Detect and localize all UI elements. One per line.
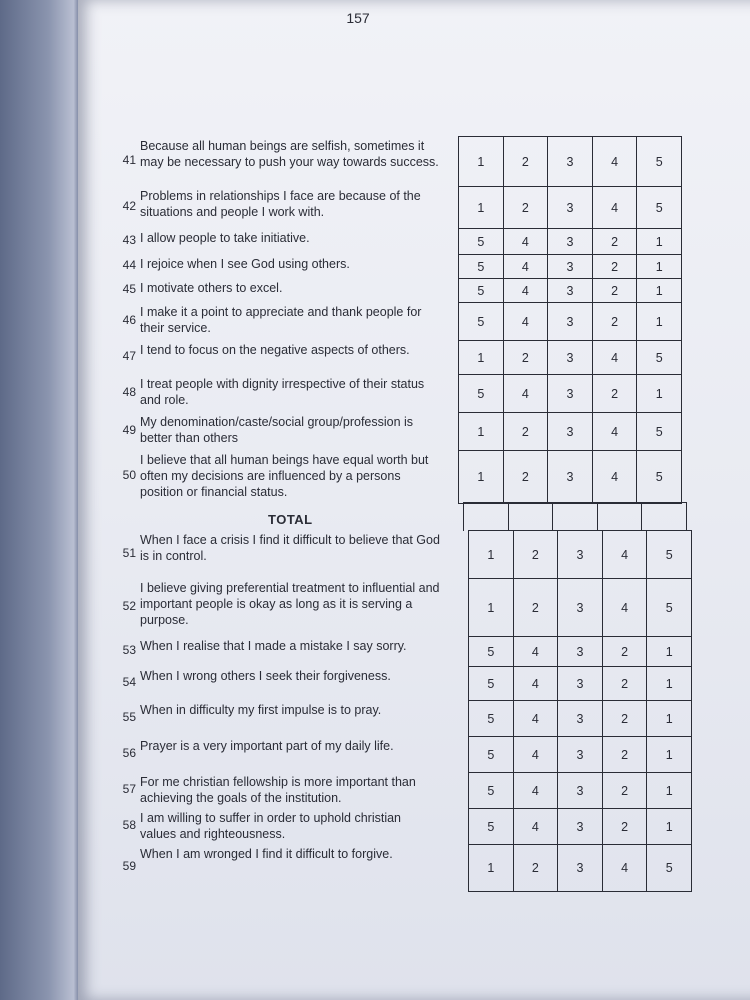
item-number: 51 bbox=[122, 546, 136, 560]
item-number: 42 bbox=[122, 199, 136, 213]
score-cell: 2 bbox=[514, 845, 559, 891]
score-cell: 2 bbox=[593, 303, 638, 341]
questionnaire-row bbox=[108, 772, 708, 808]
score-cell: 4 bbox=[514, 809, 559, 845]
questionnaire-row bbox=[108, 578, 708, 636]
score-cells bbox=[458, 302, 682, 341]
book-page bbox=[78, 0, 750, 1000]
score-cells bbox=[458, 450, 682, 504]
item-statement: When I realise that I made a mistake I say sorry. bbox=[140, 639, 407, 653]
score-cell: 5 bbox=[655, 201, 663, 215]
score-cell: 4 bbox=[504, 375, 549, 413]
item-statement: I am willing to suffer in order to uphold christian values and righteousness. bbox=[140, 811, 402, 841]
total-cell bbox=[642, 503, 686, 531]
score-cells bbox=[468, 636, 692, 667]
total-row bbox=[108, 502, 708, 530]
score-cell: 5 bbox=[469, 737, 514, 773]
score-cell: 1 bbox=[469, 845, 514, 891]
item-number: 53 bbox=[122, 643, 136, 657]
score-cell: 1 bbox=[665, 748, 673, 762]
score-cell: 1 bbox=[665, 645, 673, 659]
score-cell: 3 bbox=[548, 451, 593, 503]
item-number: 48 bbox=[122, 385, 136, 399]
score-cell: 1 bbox=[469, 579, 514, 637]
item-number: 52 bbox=[122, 599, 136, 613]
score-cell: 1 bbox=[655, 260, 663, 274]
score-cells bbox=[458, 374, 682, 413]
item-statement: Problems in relationships I face are because of the situations and people I work with. bbox=[140, 189, 421, 219]
score-cell: 1 bbox=[655, 315, 663, 329]
item-number: 59 bbox=[122, 859, 136, 873]
item-number: 44 bbox=[122, 258, 136, 272]
item-statement: For me christian fellowship is more important than achieving the goals of the institution. bbox=[140, 775, 416, 805]
questionnaire-row bbox=[108, 666, 708, 700]
item-statement: I allow people to take initiative. bbox=[140, 231, 310, 245]
score-cell: 1 bbox=[459, 187, 504, 229]
score-cell: 5 bbox=[469, 773, 514, 809]
score-cells bbox=[458, 412, 682, 451]
item-number: 47 bbox=[122, 349, 136, 363]
score-cells bbox=[468, 844, 692, 892]
questionnaire-row bbox=[108, 136, 708, 186]
item-statement: I make it a point to appreciate and thank people for their service. bbox=[140, 305, 422, 335]
item-statement: I motivate others to excel. bbox=[140, 281, 283, 295]
questionnaire-row bbox=[108, 736, 708, 772]
score-cells bbox=[458, 340, 682, 375]
item-statement: My denomination/caste/social group/profession is better than others bbox=[140, 415, 414, 445]
total-label: TOTAL bbox=[268, 512, 313, 527]
page-number: 157 bbox=[346, 10, 370, 26]
questionnaire-row bbox=[108, 186, 708, 228]
score-cell: 4 bbox=[603, 579, 648, 637]
questionnaire-row bbox=[108, 844, 708, 890]
score-cell: 5 bbox=[655, 470, 663, 484]
score-cell: 1 bbox=[665, 677, 673, 691]
score-cell: 5 bbox=[459, 279, 504, 303]
score-cell: 2 bbox=[504, 451, 549, 503]
score-cell: 3 bbox=[548, 187, 593, 229]
score-cell: 3 bbox=[548, 375, 593, 413]
item-number: 57 bbox=[122, 782, 136, 796]
score-cell: 4 bbox=[593, 341, 638, 375]
score-cell: 2 bbox=[603, 637, 648, 667]
item-number: 45 bbox=[122, 282, 136, 296]
score-cell: 1 bbox=[665, 712, 673, 726]
score-cells bbox=[468, 808, 692, 845]
score-cell: 4 bbox=[593, 187, 638, 229]
score-cell: 1 bbox=[459, 137, 504, 187]
item-number: 49 bbox=[122, 423, 136, 437]
score-cell: 5 bbox=[459, 303, 504, 341]
score-cell: 4 bbox=[504, 229, 549, 255]
score-cell: 2 bbox=[514, 579, 559, 637]
item-number: 55 bbox=[122, 710, 136, 724]
score-cell: 4 bbox=[593, 413, 638, 451]
score-cell: 3 bbox=[558, 701, 603, 737]
score-cell: 1 bbox=[469, 531, 514, 579]
score-cell: 5 bbox=[655, 425, 663, 439]
score-cell: 2 bbox=[504, 413, 549, 451]
questionnaire-row bbox=[108, 374, 708, 412]
score-cells bbox=[468, 736, 692, 773]
score-cells bbox=[458, 186, 682, 229]
item-statement: When in difficulty my first impulse is to pray. bbox=[140, 703, 382, 717]
score-cell: 2 bbox=[514, 531, 559, 579]
item-statement: When I wrong others I seek their forgiveness. bbox=[140, 669, 391, 683]
score-cell: 1 bbox=[665, 784, 673, 798]
questionnaire-row bbox=[108, 254, 708, 278]
score-cell: 1 bbox=[459, 413, 504, 451]
score-cell: 3 bbox=[548, 413, 593, 451]
score-cell: 5 bbox=[469, 809, 514, 845]
score-cell: 5 bbox=[665, 861, 673, 875]
score-cells bbox=[458, 136, 682, 187]
item-statement: I tend to focus on the negative aspects of others. bbox=[140, 343, 410, 357]
item-statement: Prayer is a very important part of my daily life. bbox=[140, 739, 394, 753]
score-cell: 3 bbox=[558, 809, 603, 845]
score-cell: 4 bbox=[504, 255, 549, 279]
questionnaire-row bbox=[108, 228, 708, 254]
score-cell: 3 bbox=[558, 773, 603, 809]
score-cells bbox=[468, 666, 692, 701]
item-number: 56 bbox=[122, 746, 136, 760]
item-number: 50 bbox=[122, 468, 136, 482]
score-cell: 2 bbox=[593, 255, 638, 279]
score-cell: 3 bbox=[558, 531, 603, 579]
questionnaire-row bbox=[108, 340, 708, 374]
score-cell: 4 bbox=[593, 137, 638, 187]
score-cell: 4 bbox=[603, 531, 648, 579]
score-cells bbox=[468, 530, 692, 579]
score-cell: 2 bbox=[603, 773, 648, 809]
item-statement: I rejoice when I see God using others. bbox=[140, 257, 350, 271]
score-cell: 3 bbox=[548, 303, 593, 341]
total-cell bbox=[553, 503, 598, 531]
score-cell: 1 bbox=[655, 284, 663, 298]
score-cell: 5 bbox=[459, 229, 504, 255]
score-cell: 2 bbox=[603, 809, 648, 845]
questionnaire-row bbox=[108, 450, 708, 502]
score-cell: 1 bbox=[665, 820, 673, 834]
item-statement: I treat people with dignity irrespective of their status and role. bbox=[140, 377, 425, 407]
total-cell bbox=[598, 503, 643, 531]
score-cell: 2 bbox=[603, 701, 648, 737]
score-cell: 5 bbox=[655, 351, 663, 365]
score-cells bbox=[458, 278, 682, 303]
score-cell: 4 bbox=[514, 773, 559, 809]
score-cell: 4 bbox=[504, 279, 549, 303]
questionnaire-row bbox=[108, 278, 708, 302]
score-cell: 3 bbox=[558, 845, 603, 891]
questionnaire-row bbox=[108, 530, 708, 578]
score-cell: 4 bbox=[593, 451, 638, 503]
score-cell: 4 bbox=[603, 845, 648, 891]
item-number: 46 bbox=[122, 313, 136, 327]
score-cell: 3 bbox=[558, 667, 603, 701]
score-cells bbox=[458, 254, 682, 279]
questionnaire-row bbox=[108, 302, 708, 340]
score-cell: 5 bbox=[469, 637, 514, 667]
score-cell: 3 bbox=[558, 579, 603, 637]
score-cell: 5 bbox=[665, 601, 673, 615]
item-number: 41 bbox=[122, 153, 136, 167]
item-statement: I believe giving preferential treatment to influential and important people is okay as long as it is serving a purpose. bbox=[140, 581, 440, 627]
total-cells bbox=[463, 502, 687, 531]
item-number: 43 bbox=[122, 233, 136, 247]
facing-page-edge bbox=[0, 0, 80, 1000]
total-cell bbox=[464, 503, 509, 531]
questionnaire-row bbox=[108, 700, 708, 736]
score-cell: 3 bbox=[558, 637, 603, 667]
score-cell: 2 bbox=[504, 187, 549, 229]
questionnaire-row bbox=[108, 808, 708, 844]
score-cell: 4 bbox=[504, 303, 549, 341]
score-cell: 3 bbox=[558, 737, 603, 773]
score-cell: 5 bbox=[469, 667, 514, 701]
score-cells bbox=[458, 228, 682, 255]
score-cell: 5 bbox=[665, 548, 673, 562]
questionnaire-row bbox=[108, 636, 708, 666]
questionnaire-row bbox=[108, 412, 708, 450]
item-number: 58 bbox=[122, 818, 136, 832]
score-cell: 2 bbox=[593, 279, 638, 303]
score-cell: 1 bbox=[459, 341, 504, 375]
score-cell: 3 bbox=[548, 279, 593, 303]
item-statement: I believe that all human beings have equal worth but often my decisions are influenced by a persons position or financial status. bbox=[140, 453, 429, 499]
score-cell: 2 bbox=[603, 737, 648, 773]
item-statement: Because all human beings are selfish, sometimes it may be necessary to push your way towards success. bbox=[140, 139, 439, 169]
score-cell: 1 bbox=[459, 451, 504, 503]
score-cell: 3 bbox=[548, 341, 593, 375]
score-cell: 2 bbox=[593, 375, 638, 413]
score-cell: 5 bbox=[469, 701, 514, 737]
score-cell: 2 bbox=[603, 667, 648, 701]
score-cell: 5 bbox=[655, 155, 663, 169]
item-statement: When I face a crisis I find it difficult to believe that God is in control. bbox=[140, 533, 440, 563]
score-cell: 4 bbox=[514, 737, 559, 773]
score-cell: 5 bbox=[459, 375, 504, 413]
score-cell: 2 bbox=[504, 137, 549, 187]
score-cell: 2 bbox=[593, 229, 638, 255]
score-cell: 4 bbox=[514, 701, 559, 737]
score-cell: 4 bbox=[514, 637, 559, 667]
score-cell: 5 bbox=[459, 255, 504, 279]
score-cell: 3 bbox=[548, 255, 593, 279]
score-cell: 3 bbox=[548, 229, 593, 255]
item-statement: When I am wronged I find it difficult to forgive. bbox=[140, 847, 393, 861]
score-cells bbox=[468, 772, 692, 809]
score-cell: 2 bbox=[504, 341, 549, 375]
score-cell: 1 bbox=[655, 235, 663, 249]
score-cell: 4 bbox=[514, 667, 559, 701]
score-cells bbox=[468, 700, 692, 737]
item-number: 54 bbox=[122, 675, 136, 689]
score-cell: 1 bbox=[655, 387, 663, 401]
score-cells bbox=[468, 578, 692, 637]
total-cell bbox=[509, 503, 554, 531]
score-cell: 3 bbox=[548, 137, 593, 187]
